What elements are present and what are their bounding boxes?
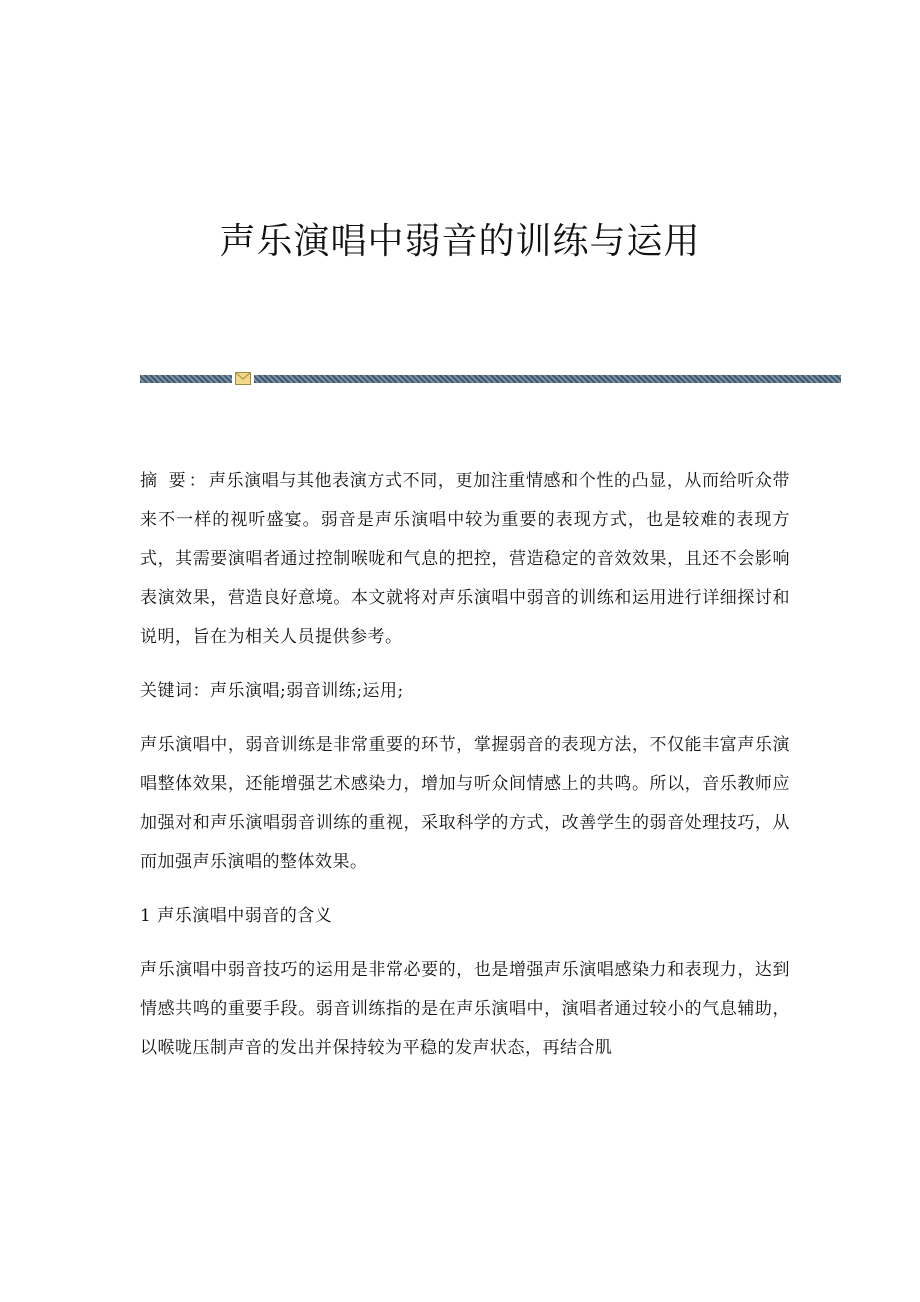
page-title: 声乐演唱中弱音的训练与运用 (219, 221, 701, 262)
keywords-label: 关键词： (140, 681, 210, 701)
abstract-paragraph (140, 462, 790, 657)
section-heading: 1 声乐演唱中弱音的含义 (140, 906, 333, 926)
article-body (140, 462, 790, 1083)
keywords-paragraph (140, 672, 790, 711)
title-divider-right (254, 375, 841, 383)
envelope-icon (235, 372, 251, 385)
abstract-label: 摘 要： (140, 471, 209, 491)
section-body-paragraph: 声乐演唱中弱音技巧的运用是非常必要的，也是增强声乐演唱感染力和表现力，达到情感共鸣的重要手段。弱音训练指的是在声乐演唱中，演唱者通过较小的气息辅助，以喉咙压制声音的发出并保持较为平稳的发声状态，再结合肌 (140, 960, 790, 1058)
keywords-text: 声乐演唱;弱音训练;运用; (210, 681, 404, 701)
abstract-text: 声乐演唱与其他表演方式不同，更加注重情感和个性的凸显，从而给听众带来不一样的视听盛宴。弱音是声乐演唱中较为重要的表现方式，也是较难的表现方式，其需要演唱者通过控制喉咙和气息的把控，营造稳定的音效效果，且还不会影响表演效果，营造良好意境。本文就将对声乐演唱中弱音的训练和运用进行详细探讨和说明，旨在为相关人员提供参考。 (140, 471, 790, 647)
intro-paragraph: 声乐演唱中，弱音训练是非常重要的环节，掌握弱音的表现方法，不仅能丰富声乐演唱整体效果，还能增强艺术感染力，增加与听众间情感上的共鸣。所以，音乐教师应加强对和声乐演唱弱音训练的重视，采取科学的方式，改善学生的弱音处理技巧，从而加强声乐演唱的整体效果。 (140, 735, 790, 872)
title-divider-left (140, 375, 232, 383)
